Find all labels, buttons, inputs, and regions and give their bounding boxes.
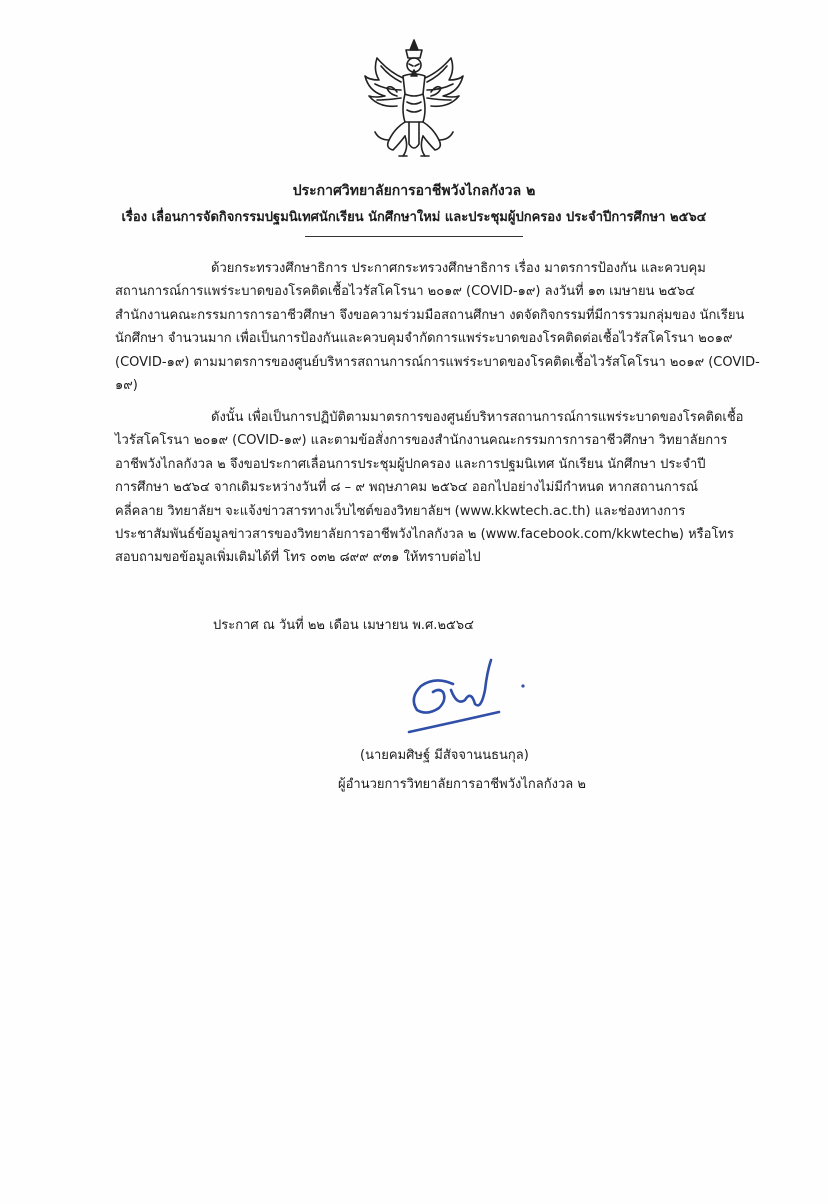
paragraph-line: คลี่คลาย วิทยาลัยฯ จะแจ้งข่าวสารทางเว็บไซต์ของวิทยาลัยฯ (www.kkwtech.ac.th) และช่องทางการ xyxy=(115,503,686,519)
garuda-emblem-icon xyxy=(359,36,469,166)
document-title: ประกาศวิทยาลัยการอาชีพวังไกลกังวล ๒ xyxy=(292,183,536,199)
signer-name: (นายคมศิษฐ์ มีสัจจานนธนกุล) xyxy=(360,748,529,763)
paragraph-line: นักศึกษา จำนวนมาก เพื่อเป็นการป้องกันและควบคุมจำกัดการแพร่ระบาดของโรคติดต่อเชื้อไวรัสโคโรนา ๒๐๑๙ xyxy=(115,331,733,347)
title-divider xyxy=(305,236,523,237)
paragraph-2 xyxy=(115,406,745,570)
signer-position: ผู้อำนวยการวิทยาลัยการอาชีพวังไกลกังวล ๒ xyxy=(338,777,586,792)
paragraph-line: สำนักงานคณะกรรมการการอาชีวศึกษา จึงขอความร่วมมือสถานศึกษา งดจัดกิจกรรมที่มีการรวมกลุ่มของ นักเรียน xyxy=(115,307,745,323)
document-subject: เรื่อง เลื่อนการจัดกิจกรรมปฐมนิเทศนักเรียน นักศึกษาใหม่ และประชุมผู้ปกครอง ประจำปีการศึกษา ๒๕๖๔ xyxy=(121,210,707,225)
paragraph-line: ๑๙) xyxy=(115,378,138,394)
paragraph-line: ดังนั้น เพื่อเป็นการปฏิบัติตามมาตรการของศูนย์บริหารสถานการณ์การแพร่ระบาดของโรคติดเชื้อ xyxy=(211,410,744,425)
announcement-date: ประกาศ ณ วันที่ ๒๒ เดือน เมษายน พ.ศ.๒๕๖๔ xyxy=(213,618,474,633)
paragraph-line: อาชีพวังไกลกังวล ๒ จึงขอประกาศเลื่อนการประชุมผู้ปกครอง และการปฐมนิเทศ นักเรียน นักศึกษา ประจำปี xyxy=(115,456,706,472)
paragraph-line: สถานการณ์การแพร่ระบาดของโรคติดเชื้อไวรัสโคโรนา ๒๐๑๙ (COVID-๑๙) ลงวันที่ ๑๓ เมษายน ๒๕๖๔ xyxy=(115,284,696,300)
paragraph-line: ประชาสัมพันธ์ข้อมูลข่าวสารของวิทยาลัยการอาชีพวังไกลกังวล ๒ (www.facebook.com/kkwtech๒) หรือโทร xyxy=(115,527,734,543)
paragraph-1 xyxy=(115,257,760,397)
paragraph-line: ด้วยกระทรวงศึกษาธิการ ประกาศกระทรวงศึกษาธิการ เรื่อง มาตรการป้องกัน และควบคุม xyxy=(211,261,706,276)
paragraph-line: การศึกษา ๒๕๖๔ จากเดิมระหว่างวันที่ ๘ – ๙ พฤษภาคม ๒๕๖๔ ออกไปอย่างไม่มีกำหนด หากสถานการณ์ xyxy=(115,480,699,496)
signature-image xyxy=(395,650,545,740)
paragraph-line: (COVID-๑๙) ตามมาตรการของศูนย์บริหารสถานการณ์การแพร่ระบาดของโรคติดเชื้อไวรัสโคโรนา ๒๐๑๙ (COVID- xyxy=(115,354,760,370)
paragraph-line: สอบถามขอข้อมูลเพิ่มเติมได้ที่ โทร ๐๓๒ ๘๙๙ ๙๓๑ ให้ทราบต่อไป xyxy=(115,550,481,566)
paragraph-line: ไวรัสโคโรนา ๒๐๑๙ (COVID-๑๙) และตามข้อสั่งการของสำนักงานคณะกรรมการการอาชีวศึกษา วิทยาลัยการ xyxy=(115,433,728,449)
